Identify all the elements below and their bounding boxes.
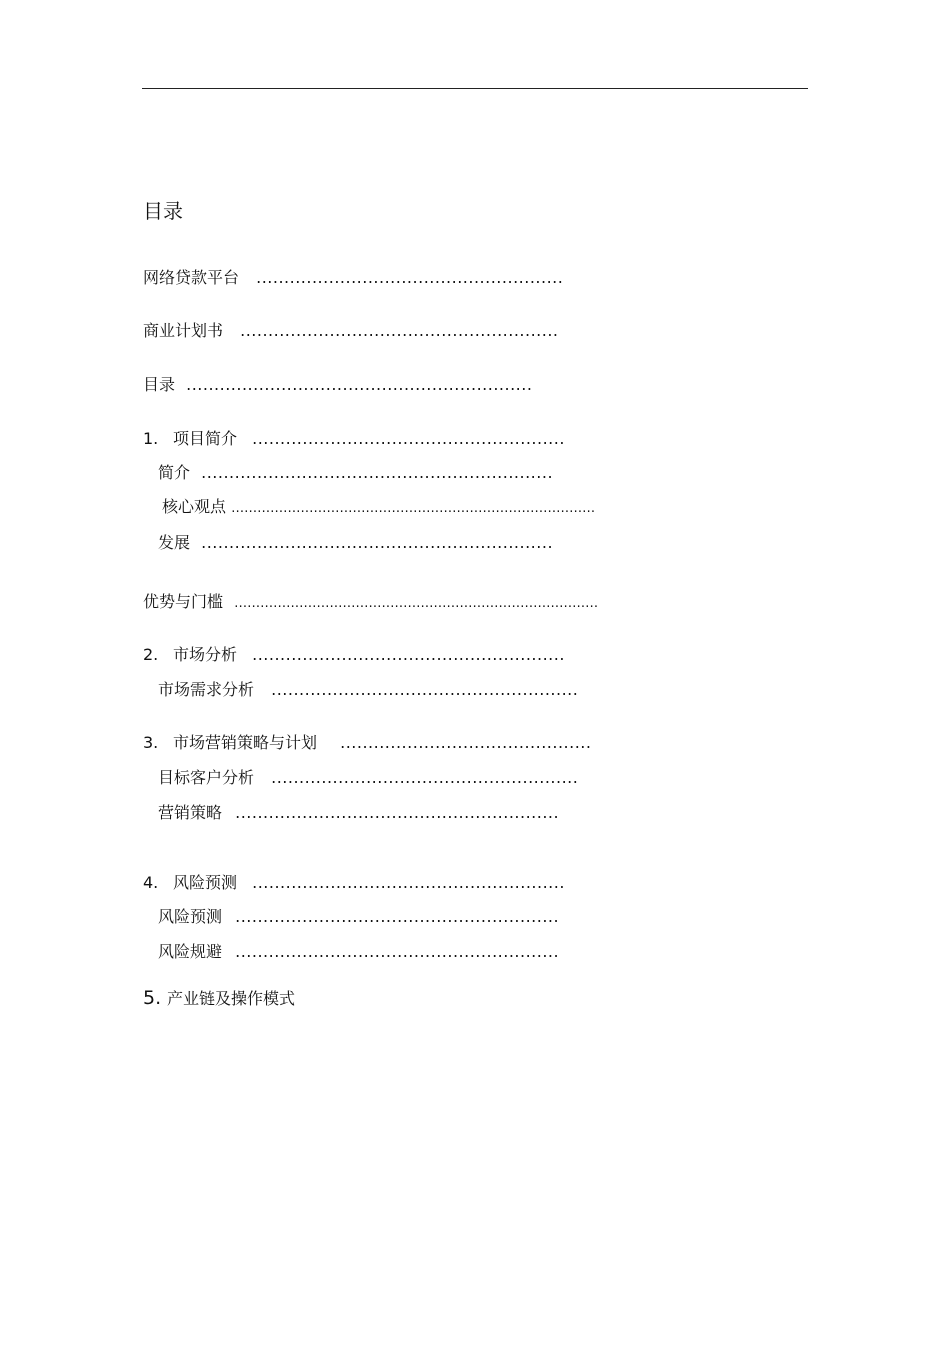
toc-leader-dots: ....................................................... (271, 768, 579, 787)
toc-leader-dots: ............................................................... (201, 463, 554, 482)
toc-leader-dots: ........................................................ (252, 429, 565, 448)
toc-entry-label: 商业计划书 (143, 321, 224, 340)
toc-section-3[interactable] (143, 732, 591, 754)
toc-leader-dots: .......................................................... (235, 907, 560, 926)
section-number: 1. (143, 429, 159, 448)
header-rule (142, 88, 808, 89)
toc-entry-label: 核心观点 (162, 497, 227, 516)
toc-entry-label: 风险预测 (158, 907, 223, 926)
toc-entry-target-customers[interactable] (158, 767, 578, 789)
toc-entry-label: 优势与门槛 (143, 592, 224, 611)
toc-leader-dots: ....................................................... (256, 268, 564, 287)
toc-entry-label: 风险规避 (158, 942, 223, 961)
toc-section-5[interactable] (143, 987, 295, 1010)
toc-leader-dots: ......................................................... (240, 321, 559, 340)
toc-entry-market-demand[interactable] (158, 679, 578, 701)
section-number: 2. (143, 645, 159, 664)
toc-entry-label: 风险预测 (173, 873, 238, 892)
toc-entry-core-views[interactable] (162, 496, 595, 520)
toc-entry-label: 简介 (158, 463, 191, 482)
toc-leader-dots: .............................................................. (186, 375, 533, 394)
toc-section-2[interactable] (143, 644, 565, 666)
toc-title: 目录 (143, 199, 183, 223)
toc-leader-dots: ....................................................... (271, 680, 579, 699)
section-number: 4. (143, 873, 159, 892)
toc-entry-advantages[interactable] (143, 591, 598, 615)
toc-leader-dots: ........................................................ (252, 873, 565, 892)
toc-leader-dots: ………………………………………………………………………… (234, 596, 599, 611)
toc-section-1[interactable] (143, 428, 565, 450)
toc-entry-label: 目标客户分析 (158, 768, 255, 787)
toc-entry-label: 产业链及操作模式 (167, 989, 296, 1008)
toc-leader-dots: .......................................................... (235, 803, 560, 822)
toc-entry-marketing-strategy[interactable] (158, 802, 559, 824)
toc-entry-label: 市场营销策略与计划 (173, 733, 318, 752)
toc-entry-label: 发展 (158, 533, 191, 552)
toc-entry-label: 市场需求分析 (158, 680, 255, 699)
toc-entry-risk-avoidance[interactable] (158, 941, 559, 963)
toc-section-4[interactable] (143, 872, 565, 894)
toc-entry-contents[interactable] (143, 374, 532, 396)
toc-entry-label: 网络贷款平台 (143, 268, 240, 287)
toc-entry-label: 市场分析 (173, 645, 238, 664)
toc-entry-label: 目录 (143, 375, 176, 394)
toc-leader-dots: ............................................. (340, 733, 592, 752)
toc-leader-dots: ........................................................ (252, 645, 565, 664)
toc-entry-label: 项目简介 (173, 429, 238, 448)
section-number: 5. (143, 987, 162, 1009)
section-number: 3. (143, 733, 159, 752)
toc-leader-dots: ………………………………………………………………………… (231, 501, 596, 516)
toc-leader-dots: .......................................................... (235, 942, 560, 961)
toc-entry-development[interactable] (158, 532, 553, 554)
toc-entry-business-plan[interactable] (143, 320, 559, 342)
toc-entry-platform[interactable] (143, 267, 563, 289)
toc-entry-intro[interactable] (158, 462, 553, 484)
toc-leader-dots: ............................................................... (201, 533, 554, 552)
toc-entry-risk-forecast[interactable] (158, 906, 559, 928)
toc-entry-label: 营销策略 (158, 803, 223, 822)
